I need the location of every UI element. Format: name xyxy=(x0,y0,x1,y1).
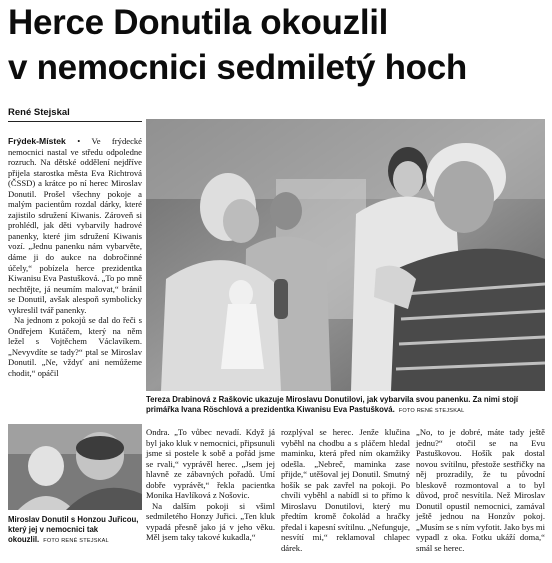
small-photo-credit: FOTO RENÉ STEJSKAL xyxy=(43,538,109,544)
small-photo xyxy=(8,424,142,510)
col4-paragraph-1: „No, to je dobré, máte tady ještě jednu?“ otočil se na Evu Pastuškovou. Hošík pak dostal novou svítilnu, přestože sestřičky na něj prozradily, že tu původní bleskově rozmontoval a to byl důvod, proč nesvítila. Než Miroslav Donutil opustil nemocnici, zamával ještě jednou na Honzův pokoj. „Musím se s ním vyfotit. Jako bys mi vypadl z oka. Fotku ukáží doma,“ smál se herec. xyxy=(416,427,545,554)
article-column-2 xyxy=(146,427,275,543)
author-byline: René Stejskal xyxy=(8,107,70,118)
paragraph-1 xyxy=(8,136,142,315)
article-column-1 xyxy=(8,136,142,379)
dateline: Frýdek-Místek xyxy=(8,136,66,146)
article-column-4 xyxy=(416,427,545,554)
col2-paragraph-1: Ondra. „To vůbec nevadí. Když já byl jako kluk v nemocnici, připsunuli jsme si postele k sobě a pořád jsme se rvali,“ vyprávěl herec. „Jsem jej hlavně ze zábavných pořadů. Umí dobře vyprávět,“ řekla pacientka Monika Havlíková z Nošovic. xyxy=(146,427,275,501)
headline xyxy=(8,0,548,90)
small-photo-image xyxy=(8,424,142,510)
byline-rule xyxy=(8,121,142,122)
small-photo-caption-text: Miroslav Donutil s Honzou Juřicou, který jej v nemocnici tak okouzlil. xyxy=(8,515,139,544)
paragraph-2: Na jednom z pokojů se dal do řeči s Ondřejem Kutáčem, který na něm ležel s Vojtěchem Václavíkem. „Nevyvdíte se tady?“ ptal se Miroslav Donutil. „Ne, vždyť ani nemůžeme chodit,“ opáčil xyxy=(8,315,142,379)
main-photo-credit: FOTO RENÉ STEJSKAL xyxy=(398,408,465,414)
article-column-3 xyxy=(281,427,410,554)
main-photo-caption xyxy=(146,395,545,416)
small-photo-caption xyxy=(8,515,142,546)
col2-paragraph-2: Na dalším pokoji si všiml sedmiletého Honzy Juřici. „Ten kluk vypadá přesně jako já v jeho věku. Měl jsem taky takové kukadla,“ xyxy=(146,500,275,543)
headline-line-1: Herce Donutila okouzlil xyxy=(8,3,389,42)
headline-line-2: v nemocnici sedmiletý hoch xyxy=(8,48,468,87)
main-photo-caption-text: Tereza Drabinová z Raškovic ukazuje Miroslavu Donutilovi, jak vybarvila svou panenku. Za nimi stojí primářka Ivana Röschlová a prezidentka Kiwanisu Eva Pastušková. xyxy=(146,395,519,414)
main-photo-image xyxy=(146,119,545,391)
main-photo xyxy=(146,119,545,391)
paragraph-1-text: • Ve frýdecké nemocnici nastal ve středu odpoledne rozruch. Na dětské oddělení nejdříve přijela starostka města Eva Richtrová (ČSSD) a krátce po ní herec Miroslav Donutil. Prošel všechny pokoje a malým pacientům rozdal dárky, které zajistilo sdružení Kiwanis. Zároveň si prohlédl, jak děti vybarvily hadrové panenky, které jim sdružení Kiwanis vozí. „Jednu panenku nám vybarvěte, dáme ji do aukce na dobročinné účely,“ pobízela herce prezidentka Kiwanisu Eva Pastušková. „To po mně nechtějte, já neumím malovat,“ bránil se Donutil, avšak alespoň symbolicky vykreslil tvář panenky. xyxy=(8,136,143,315)
col3-paragraph-1: rozplýval se herec. Jenže klučina vyběhl na chodbu a s pláčem hledal maminku, která před ním okamžiky odešla. „Nebreč, maminka zase přijde,“ utěšoval jej Donutil. Smutný hošík se pak zavřel na pokoji. Po chvíli vyběhl a nabídl si to přímo k Miroslavu Donutilovi, který mu předtím kromě čokolád a hračky předal i kapesní svítilnu. „Nefunguje, nesvítí mi,“ reklamoval chlapec dárek. xyxy=(281,427,410,554)
